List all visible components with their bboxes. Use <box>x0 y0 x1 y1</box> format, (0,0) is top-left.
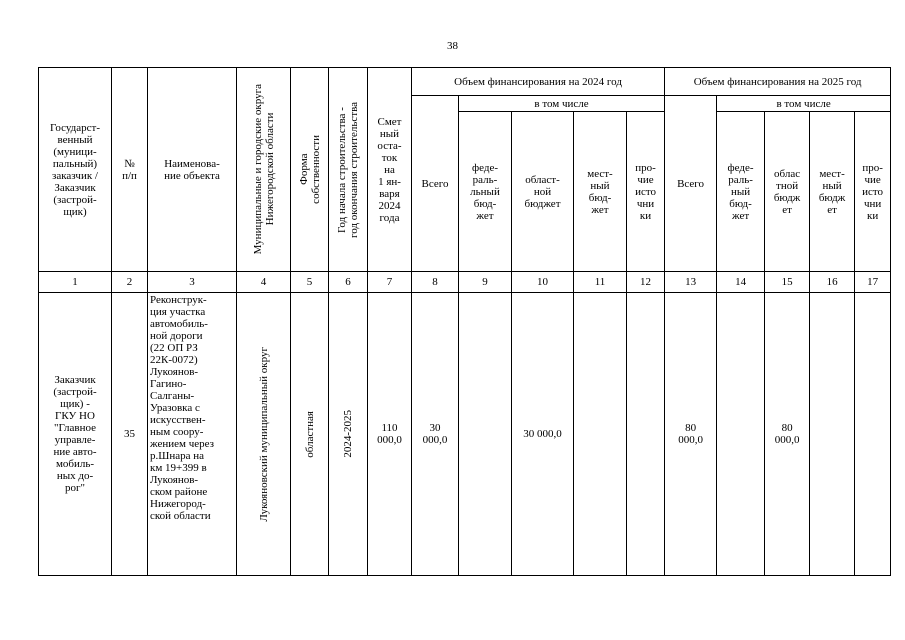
header-including-2025: в том числе <box>717 96 891 112</box>
cell-other-2025 <box>855 293 891 576</box>
column-number: 6 <box>329 272 368 293</box>
column-number: 2 <box>112 272 148 293</box>
cell-regional-2024: 30 000,0 <box>512 293 574 576</box>
column-number: 8 <box>412 272 459 293</box>
page-number: 38 <box>447 40 458 52</box>
header-fin-2025: Объем финансирования на 2025 год <box>665 68 891 96</box>
column-number: 11 <box>574 272 627 293</box>
cell-total-2025: 80 000,0 <box>665 293 717 576</box>
cell-object-name: Реконструк- ция участка автомобиль- ной дороги (22 ОП РЗ 22К-0072) Лукоянов- Гагино- Салганы- Уразовка с искусствен- ным соору- жением через р.Шнара на км 19+399 в Лукоянов- ском районе Нижегород- ской области <box>148 293 237 576</box>
column-number: 10 <box>512 272 574 293</box>
header-object-name: Наименова- ние объекта <box>148 68 237 272</box>
cell-years: 2024-2025 <box>329 293 368 576</box>
cell-total-2024: 30 000,0 <box>412 293 459 576</box>
header-total-2024: Всего <box>412 96 459 272</box>
cell-customer: Заказчик (застрой- щик) - ГКУ НО "Главное управле- ние авто- мобиль- ных до- рог" <box>39 293 112 576</box>
cell-num: 35 <box>112 293 148 576</box>
column-number: 4 <box>237 272 291 293</box>
cell-district: Лукояновский муниципальный округ <box>237 293 291 576</box>
column-number: 9 <box>459 272 512 293</box>
header-regional-2025: облас тной бюдж ет <box>765 112 810 272</box>
header-local-2025: мест- ный бюдж ет <box>810 112 855 272</box>
cell-regional-2025: 80 000,0 <box>765 293 810 576</box>
column-number: 3 <box>148 272 237 293</box>
cell-federal-2024 <box>459 293 512 576</box>
header-num: № п/п <box>112 68 148 272</box>
column-number: 12 <box>627 272 665 293</box>
financing-table <box>38 67 891 576</box>
column-number: 1 <box>39 272 112 293</box>
header-other-2024: про- чие исто чни ки <box>627 112 665 272</box>
header-fin-2024: Объем финансирования на 2024 год <box>412 68 665 96</box>
header-districts: Муниципальные и городские округа Нижегородской области <box>237 68 291 272</box>
cell-local-2024 <box>574 293 627 576</box>
column-number: 13 <box>665 272 717 293</box>
header-other-2025: про- чие исто чни ки <box>855 112 891 272</box>
header-regional-2024: област- ной бюджет <box>512 112 574 272</box>
header-total-2025: Всего <box>665 96 717 272</box>
cell-local-2025 <box>810 293 855 576</box>
header-customer: Государст- венный (муници- пальный) заказчик / Заказчик (застрой- щик) <box>39 68 112 272</box>
cell-estimate: 110 000,0 <box>368 293 412 576</box>
column-number-row <box>39 272 891 293</box>
header-including-2024: в том числе <box>459 96 665 112</box>
header-years: Год начала строительства - год окончания строительства <box>329 68 368 272</box>
column-number: 17 <box>855 272 891 293</box>
column-number: 16 <box>810 272 855 293</box>
column-number: 7 <box>368 272 412 293</box>
header-federal-2024: феде- раль- льный бюд- жет <box>459 112 512 272</box>
cell-other-2024 <box>627 293 665 576</box>
header-ownership: Форма собственности <box>291 68 329 272</box>
column-number: 5 <box>291 272 329 293</box>
header-local-2024: мест- ный бюд- жет <box>574 112 627 272</box>
header-federal-2025: феде- раль- ный бюд- жет <box>717 112 765 272</box>
cell-ownership: областная <box>291 293 329 576</box>
header-estimate: Смет ный оста- ток на 1 ян- варя 2024 года <box>368 68 412 272</box>
column-number: 14 <box>717 272 765 293</box>
column-number: 15 <box>765 272 810 293</box>
cell-federal-2025 <box>717 293 765 576</box>
table-row <box>39 293 891 576</box>
header-row-1 <box>39 68 891 96</box>
